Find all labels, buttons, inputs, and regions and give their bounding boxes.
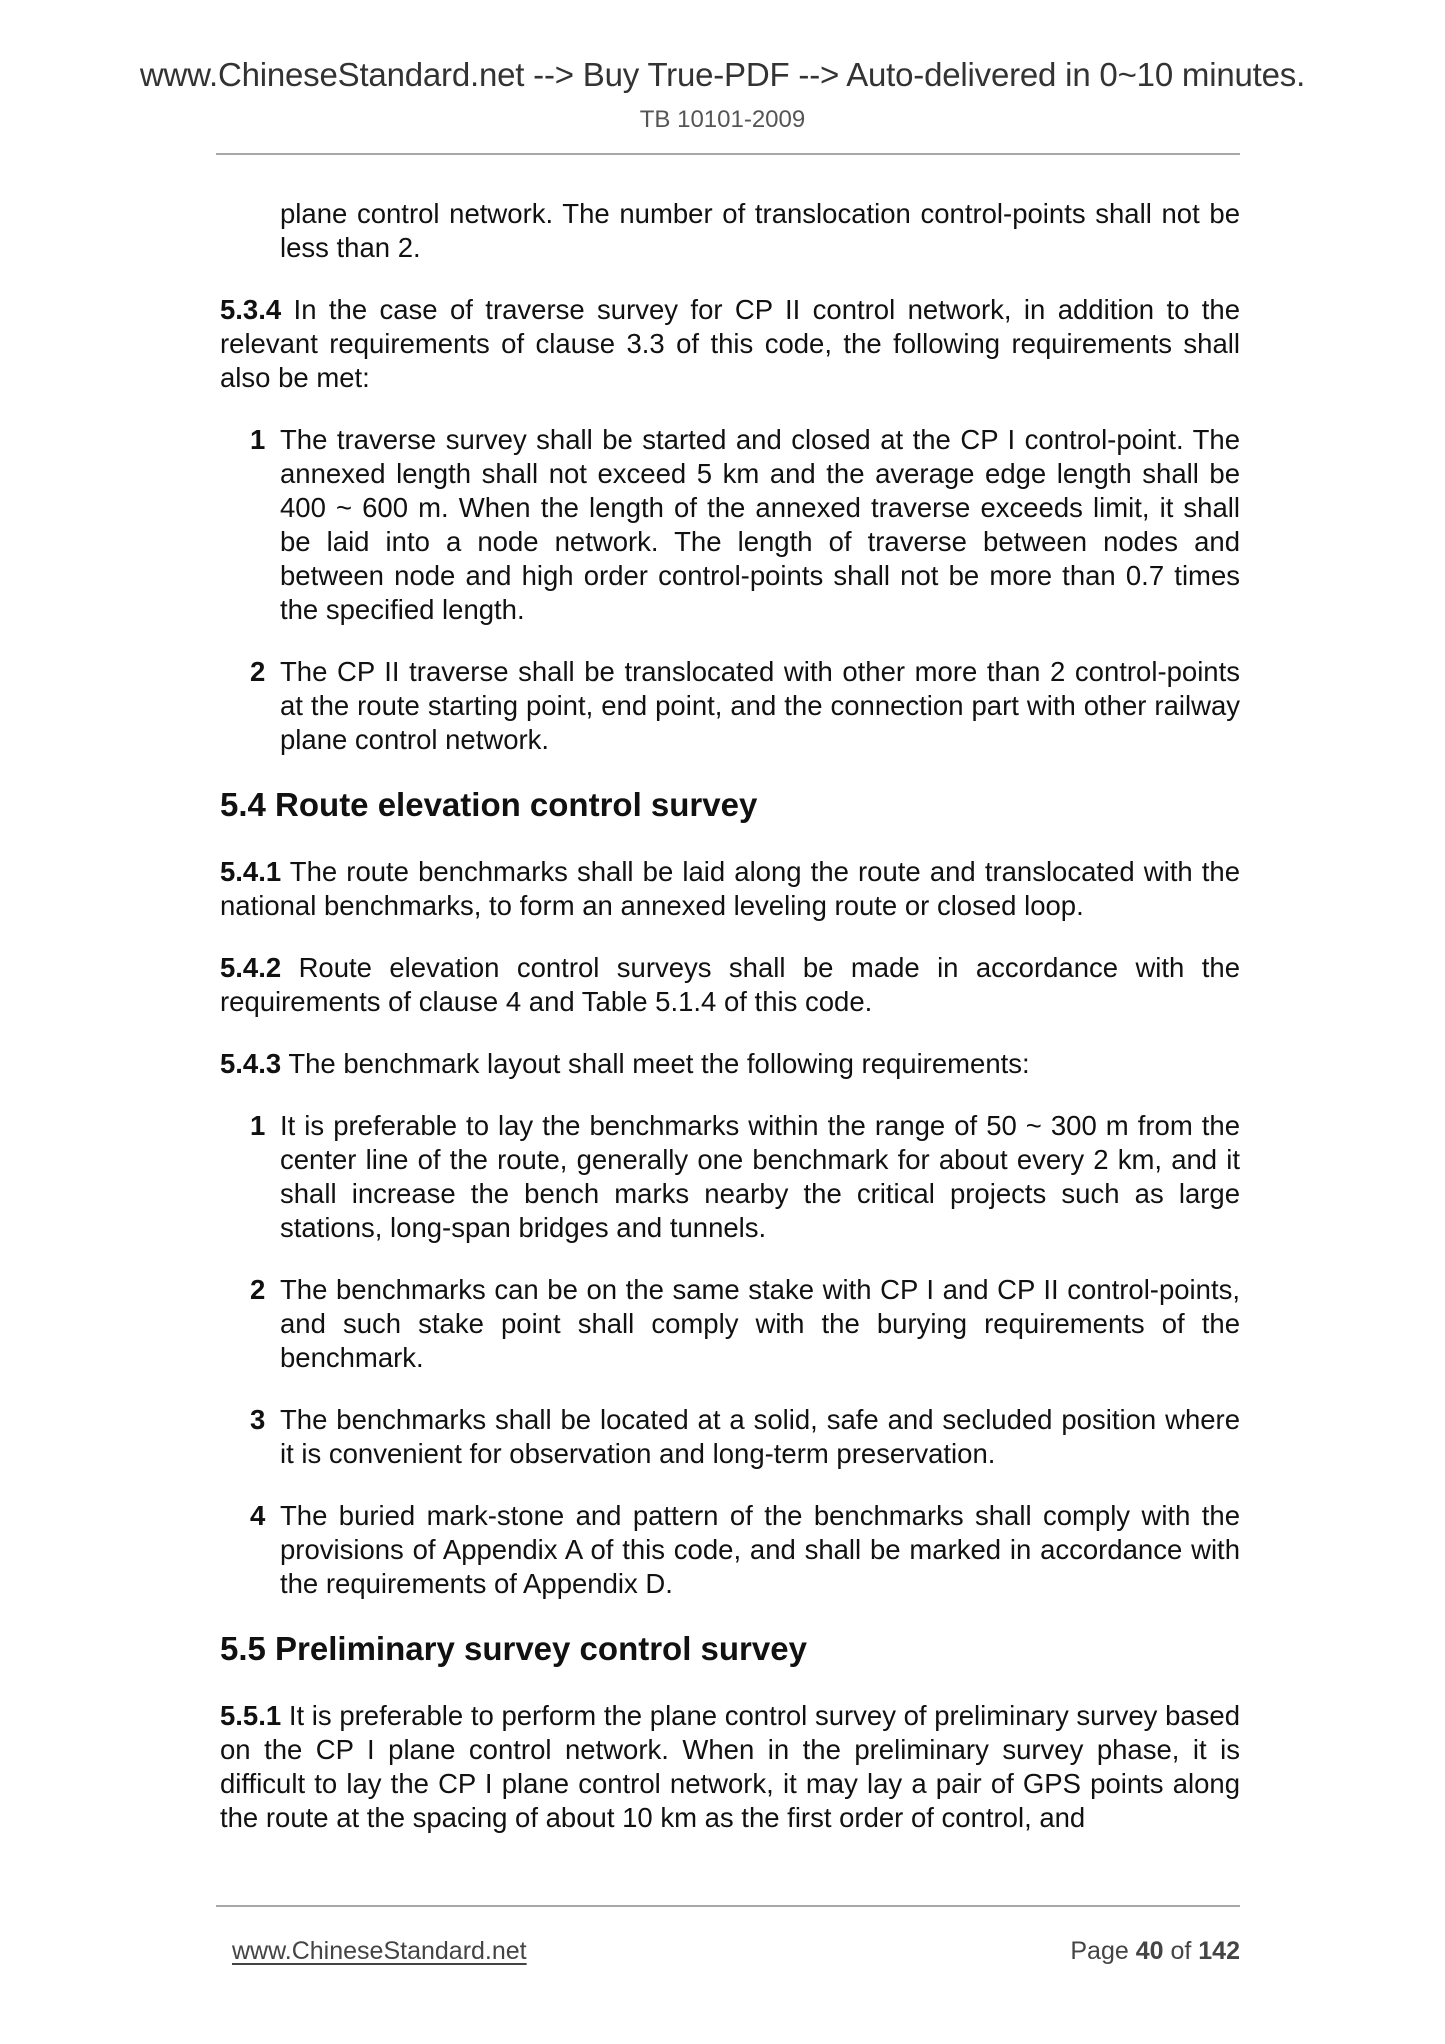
clause-text: The route benchmarks shall be laid along the route and translocated with the national benchmarks, to form an annexed leveling route or closed loop. bbox=[220, 856, 1240, 921]
clause-5-4-3 bbox=[220, 1047, 1240, 1081]
list-item bbox=[220, 1499, 1240, 1601]
item-number: 1 bbox=[250, 1110, 266, 1141]
footer-divider bbox=[216, 1905, 1240, 1907]
item-text: The benchmarks shall be located at a solid, safe and secluded position where it is convenient for observation and long-term preservation. bbox=[280, 1404, 1240, 1469]
item-number: 2 bbox=[250, 1274, 266, 1305]
page-of-label: of bbox=[1163, 1937, 1199, 1965]
clause-number: 5.3.4 bbox=[220, 294, 282, 325]
list-item bbox=[220, 1403, 1240, 1471]
clause-5-5-1 bbox=[220, 1699, 1240, 1835]
clause-5-4-2 bbox=[220, 951, 1240, 1019]
item-text: The traverse survey shall be started and closed at the CP I control-point. The annexed length shall not exceed 5 km and the average edge length shall be 400 ~ 600 m. When the length of the annexed traverse exceeds limit, it shall be laid into a node network. The length of traverse between nodes and between node and high order control-points shall not be more than 0.7 times the specified length. bbox=[280, 424, 1240, 625]
header-divider bbox=[216, 153, 1240, 155]
section-heading-5-4: 5.4 Route elevation control survey bbox=[220, 786, 758, 823]
current-page: 40 bbox=[1135, 1937, 1164, 1965]
clause-number: 5.4.3 bbox=[220, 1048, 282, 1079]
item-text: The CP II traverse shall be translocated with other more than 2 control-points at the route starting point, end point, and the connection part with other railway plane control network. bbox=[280, 656, 1240, 755]
header-banner: www.ChineseStandard.net --> Buy True-PDF --> Auto-delivered in 0~10 minutes. bbox=[139, 56, 1306, 93]
page-number bbox=[1070, 1937, 1240, 1966]
clause-number: 5.4.2 bbox=[220, 952, 282, 983]
list-item bbox=[220, 1273, 1240, 1375]
clause-5-3-4 bbox=[220, 293, 1240, 395]
clause-5-4-1 bbox=[220, 855, 1240, 923]
clause-text: It is preferable to perform the plane control survey of preliminary survey based on the CP I plane control network. When in the preliminary survey phase, it is difficult to lay the CP I plane control network, it may lay a pair of GPS points along the route at the spacing of about 10 km as the first order of control, and bbox=[220, 1700, 1240, 1833]
clause-number: 5.4.1 bbox=[220, 856, 282, 887]
clause-number: 5.5.1 bbox=[220, 1700, 282, 1731]
total-pages: 142 bbox=[1198, 1937, 1240, 1965]
section-heading-5-5: 5.5 Preliminary survey control survey bbox=[220, 1630, 807, 1667]
list-item bbox=[220, 423, 1240, 627]
item-text: The buried mark-stone and pattern of the benchmarks shall comply with the provisions of Appendix A of this code, and shall be marked in accordance with the requirements of Appendix D. bbox=[280, 1500, 1240, 1599]
page-label: Page bbox=[1070, 1937, 1136, 1965]
item-text: It is preferable to lay the benchmarks within the range of 50 ~ 300 m from the center line of the route, generally one benchmark for about every 2 km, and it shall increase the bench marks nearby the critical projects such as large stations, long-span bridges and tunnels. bbox=[280, 1110, 1240, 1243]
list-item bbox=[220, 1109, 1240, 1245]
item-number: 2 bbox=[250, 656, 266, 687]
list-item bbox=[220, 655, 1240, 757]
item-number: 1 bbox=[250, 424, 266, 455]
item-number: 4 bbox=[250, 1500, 266, 1531]
item-text: The benchmarks can be on the same stake with CP I and CP II control-points, and such stake point shall comply with the burying requirements of the benchmark. bbox=[280, 1274, 1240, 1373]
clause-text: The benchmark layout shall meet the following requirements: bbox=[281, 1048, 1030, 1079]
continuation-paragraph: plane control network. The number of translocation control-points shall not be less than 2. bbox=[280, 198, 1240, 263]
footer-website-link[interactable]: www.ChineseStandard.net bbox=[232, 1937, 527, 1965]
page-content bbox=[220, 197, 1240, 1863]
clause-text: Route elevation control surveys shall be made in accordance with the requirements of clause 4 and Table 5.1.4 of this code. bbox=[220, 952, 1240, 1017]
item-number: 3 bbox=[250, 1404, 266, 1435]
document-code: TB 10101-2009 bbox=[639, 106, 806, 133]
clause-text: In the case of traverse survey for CP II control network, in addition to the relevant requirements of clause 3.3 of this code, the following requirements shall also be met: bbox=[220, 294, 1240, 393]
